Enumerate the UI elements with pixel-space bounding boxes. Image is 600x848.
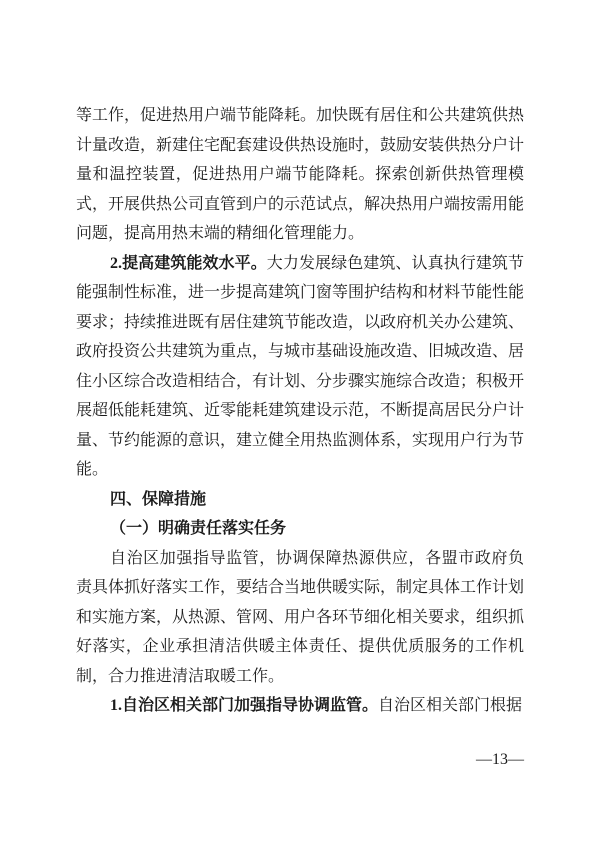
paragraph-heading-sub	[76, 514, 524, 544]
paragraph-body	[76, 249, 524, 485]
paragraph-body	[76, 691, 524, 721]
body-text: 四、保障措施	[110, 490, 207, 508]
paragraph-heading-section	[76, 485, 524, 515]
paragraph-body	[76, 544, 524, 692]
document-body	[76, 101, 524, 721]
body-text: 自治区相关部门根据	[378, 697, 523, 714]
body-text: 自治区加强指导监管，协调保障热源供应，各盟市政府负责具体抓好落实工作，要结合当地供暖实际，制定具体工作计划和实施方案，从热源、管网、用户各环节细化相关要求，组织抓好落实，企业承担清洁供暖主体责任、提供优质服务的工作机制，合力推进清洁取暖工作。	[76, 549, 525, 685]
body-text: 等工作，促进热用户端节能降耗。加快既有居住和公共建筑供热计量改造，新建住宅配套建设供热设施时，鼓励安装供热分户计量和温控装置，促进热用户端节能降耗。探索创新供热管理模式，开展供热公司直管到户的示范试点，解决热用户端按需用能问题，提高用热末端的精细化管理能力。	[76, 107, 525, 242]
paragraph-body	[76, 101, 524, 249]
page-number: —13—	[476, 751, 524, 768]
emphasis-text: （一）明确责任落实任务	[110, 520, 287, 537]
page-footer	[76, 749, 524, 771]
emphasis-text: 2.提高建筑能效水平。	[110, 254, 267, 272]
emphasis-text: 1.自治区相关部门加强指导协调监管。	[110, 697, 379, 714]
body-text: 大力发展绿色建筑、认真执行建筑节能强制性标准，进一步提高建筑门窗等围护结构和材料节能性能要求；持续推进既有居住建筑节能改造，以政府机关办公建筑、政府投资公共建筑为重点，与城市基础设施改造、旧城改造、居住小区综合改造相结合，有计划、分步骤实施综合改造；积极开展超低能耗建筑、近零能耗建筑建设示范，不断提高居民分户计量、节约能源的意识，建立健全用热监测体系，实现用户行为节能。	[76, 254, 525, 478]
